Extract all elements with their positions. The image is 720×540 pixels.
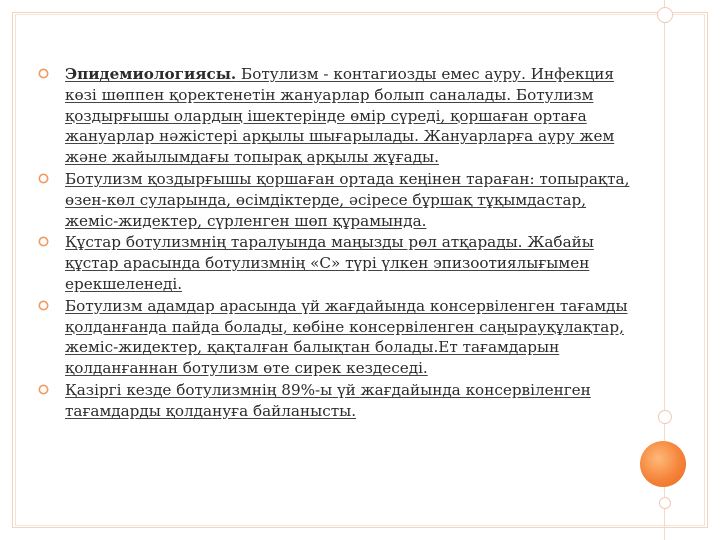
- bullet-icon: [38, 300, 49, 311]
- paragraph-text: Ботулизм қоздырғышы қоршаған ортада кеңінен тараған: топырақта, өзен-көл суларында, өсімдіктерде, әсіресе бұршақ тұқымдастар, жеміс-жидектер, сүрленген шөп құрамында.: [65, 169, 630, 230]
- bullet-icon: [38, 68, 49, 79]
- decorative-orange-circle: [640, 441, 686, 487]
- paragraph-text: Ботулизм адамдар арасында үй жағдайында консервіленген тағамды қолданғанда пайда болады, көбіне консервіленген саңырауқұлақтар, жеміс-жидектер, қақталған балықтан болады.Ет тағамдарын қолданғаннан ботулизм өте сирек кездеседі.: [65, 296, 628, 378]
- paragraph-text: Қазіргі кезде ботулизмнің 89%-ы үй жағдайында консервіленген тағамдарды қолдануға байланысты.: [65, 380, 591, 420]
- bullet-list: [38, 64, 638, 423]
- list-item: [38, 169, 638, 231]
- decorative-circle-small: [658, 410, 672, 424]
- list-item: [38, 296, 638, 379]
- list-item: [38, 232, 638, 294]
- bullet-icon: [38, 173, 49, 184]
- list-item: [38, 380, 638, 422]
- decorative-circle-bottom: [659, 497, 671, 509]
- bullet-icon: [38, 384, 49, 395]
- list-item: [38, 64, 638, 168]
- paragraph-text: Құстар ботулизмнің таралуында маңызды рөл атқарады. Жабайы құстар арасында ботулизмнің «С» түрі үлкен эпизоотиялығымен ерекшеленеді.: [65, 233, 594, 293]
- bullet-icon: [38, 236, 49, 247]
- decorative-circle-top: [657, 7, 673, 23]
- paragraph-lead: Эпидемиологиясы.: [65, 65, 237, 83]
- paragraph-text: Ботулизм - контагиозды емес ауру. Инфекция көзі шөппен қоректенетін жануарлар болып саналады. Ботулизм қоздырғышы олардың ішектерінде өмір сүреді, қоршаған ортаға жануарлар нәжістері арқылы шығарылады. Жануарларға ауру жем және жайылымдағы топырақ арқылы жұғады.: [65, 65, 615, 167]
